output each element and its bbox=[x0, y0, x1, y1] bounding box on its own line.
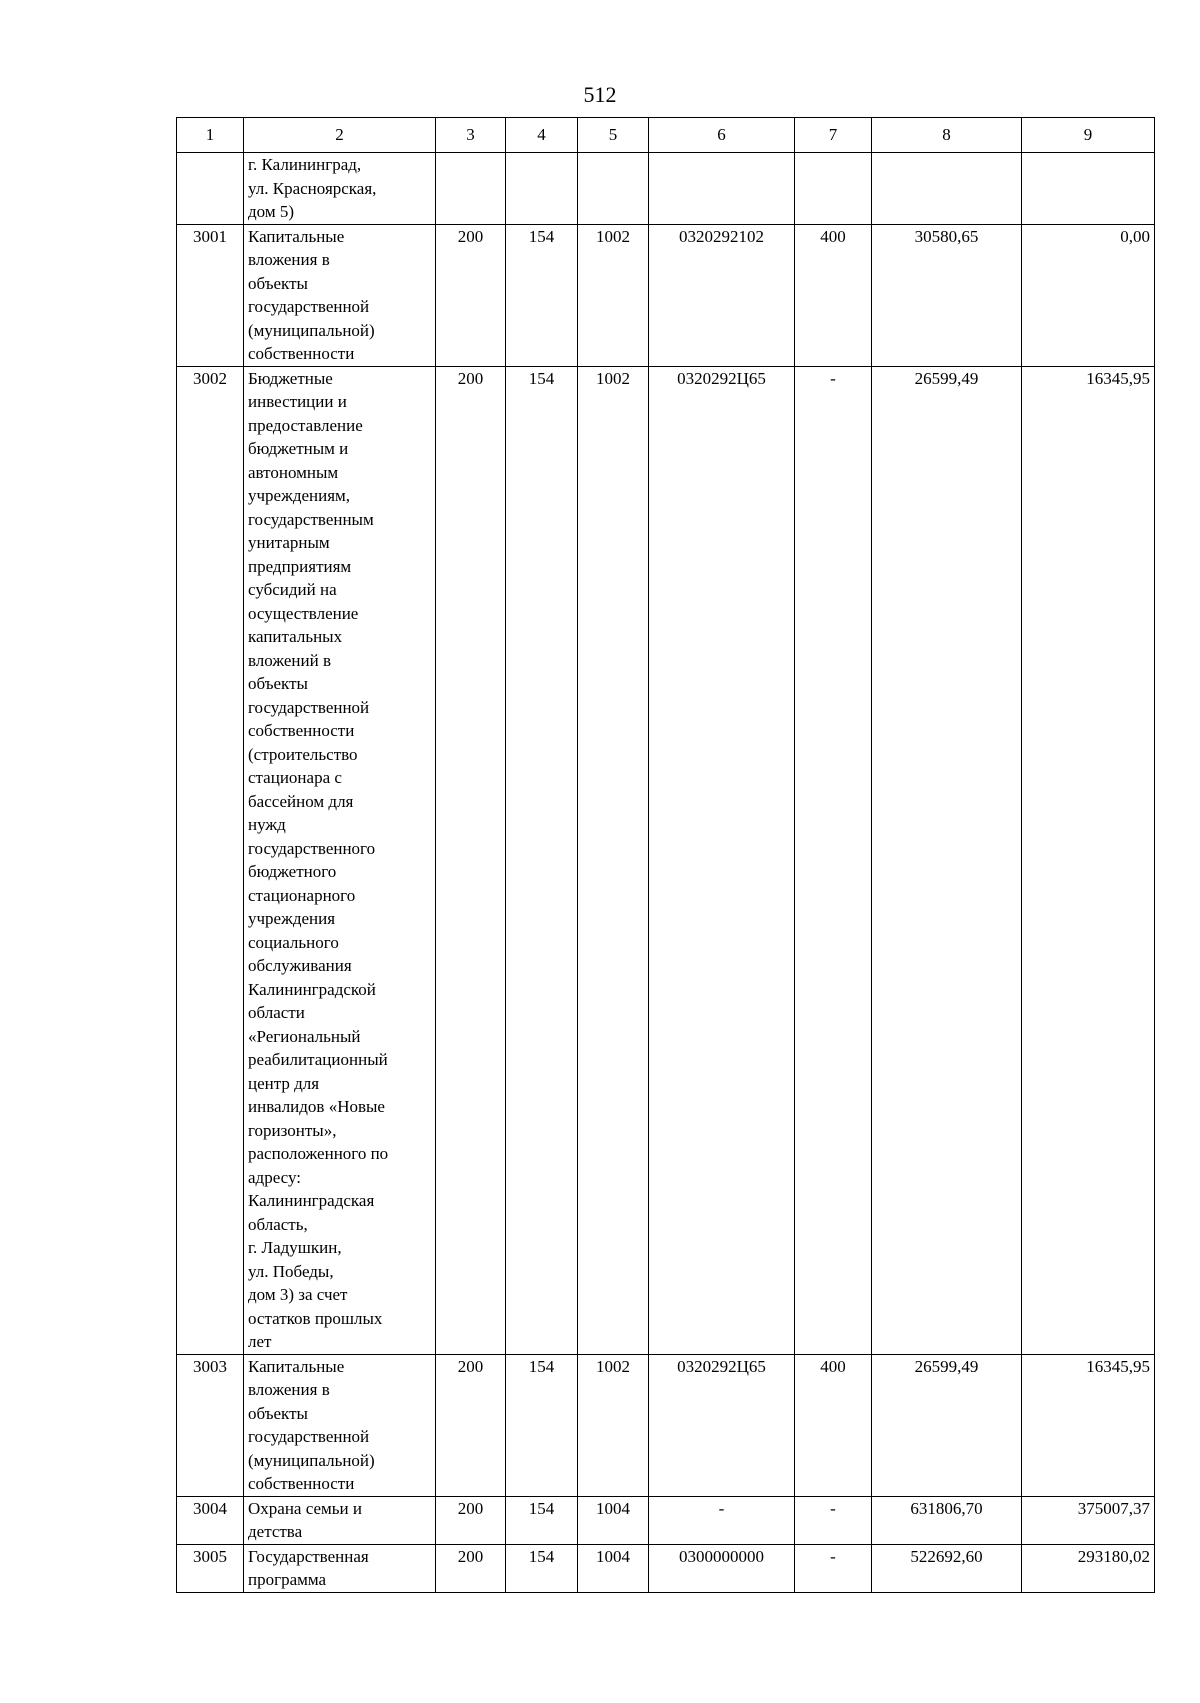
table-row bbox=[177, 1544, 1155, 1592]
col9-cell: 16345,95 bbox=[1022, 1354, 1155, 1496]
col7-cell: - bbox=[795, 1496, 872, 1544]
col5-cell: 1002 bbox=[578, 224, 649, 366]
col7-cell: - bbox=[795, 1544, 872, 1592]
col3-cell: 200 bbox=[436, 366, 506, 1354]
col6-cell bbox=[649, 153, 795, 225]
col5-cell bbox=[578, 153, 649, 225]
header-row bbox=[177, 118, 1155, 153]
col6-cell: 0320292Ц65 bbox=[649, 366, 795, 1354]
col4-cell: 154 bbox=[506, 366, 578, 1354]
row-code bbox=[177, 153, 244, 225]
row-code: 3001 bbox=[177, 224, 244, 366]
col6-cell: 0320292102 bbox=[649, 224, 795, 366]
col4-cell: 154 bbox=[506, 1544, 578, 1592]
col5-cell: 1002 bbox=[578, 1354, 649, 1496]
col4-cell bbox=[506, 153, 578, 225]
row-name-text: Бюджетные инвестиции и предоставление бюджетным и автономным учреждениям, государственным унитарным предприятиям субсидий на осуществление капитальных вложений в объекты государственной собственности (строительство стационара с бассейном для нужд государственного бюджетного стационарного учреждения социального обслуживания Калининградской области «Региональный реабилитационный центр для инвалидов «Новые горизонты», расположенного по адресу: Калининградская область, г. Ладушкин, ул. Победы, дом 3) за счет остатков прошлых лет bbox=[248, 368, 389, 1351]
row-name bbox=[244, 1354, 436, 1496]
row-code: 3002 bbox=[177, 366, 244, 1354]
col6-cell: 0320292Ц65 bbox=[649, 1354, 795, 1496]
col8-cell: 522692,60 bbox=[872, 1544, 1022, 1592]
row-name-text: Капитальные вложения в объекты государственной (муниципальной) собственности bbox=[248, 226, 375, 363]
row-name-text: Охрана семьи и детства bbox=[248, 1498, 362, 1541]
col5-cell: 1002 bbox=[578, 366, 649, 1354]
header-cell-7: 7 bbox=[795, 118, 872, 153]
header-cell-6: 6 bbox=[649, 118, 795, 153]
table-row bbox=[177, 366, 1155, 1354]
table-row bbox=[177, 1354, 1155, 1496]
row-code: 3005 bbox=[177, 1544, 244, 1592]
header-cell-8: 8 bbox=[872, 118, 1022, 153]
col5-cell: 1004 bbox=[578, 1496, 649, 1544]
table-row bbox=[177, 1496, 1155, 1544]
col9-cell: 0,00 bbox=[1022, 224, 1155, 366]
col9-cell: 375007,37 bbox=[1022, 1496, 1155, 1544]
col8-cell: 30580,65 bbox=[872, 224, 1022, 366]
col5-cell: 1004 bbox=[578, 1544, 649, 1592]
row-name bbox=[244, 366, 436, 1354]
col9-cell bbox=[1022, 153, 1155, 225]
row-name bbox=[244, 1496, 436, 1544]
col7-cell: 400 bbox=[795, 224, 872, 366]
row-name-text: Государственная программа bbox=[248, 1546, 369, 1589]
col3-cell: 200 bbox=[436, 224, 506, 366]
header-cell-5: 5 bbox=[578, 118, 649, 153]
table-row bbox=[177, 224, 1155, 366]
table-row bbox=[177, 153, 1155, 225]
col4-cell: 154 bbox=[506, 1354, 578, 1496]
col3-cell: 200 bbox=[436, 1544, 506, 1592]
col7-cell: - bbox=[795, 366, 872, 1354]
col3-cell bbox=[436, 153, 506, 225]
row-code: 3003 bbox=[177, 1354, 244, 1496]
col8-cell: 631806,70 bbox=[872, 1496, 1022, 1544]
col9-cell: 16345,95 bbox=[1022, 366, 1155, 1354]
col8-cell: 26599,49 bbox=[872, 366, 1022, 1354]
row-code: 3004 bbox=[177, 1496, 244, 1544]
row-name-text: Капитальные вложения в объекты государственной (муниципальной) собственности bbox=[248, 1356, 375, 1493]
col7-cell: 400 bbox=[795, 1354, 872, 1496]
row-name-text: г. Калининград, ул. Красноярская, дом 5) bbox=[248, 155, 377, 221]
col3-cell: 200 bbox=[436, 1496, 506, 1544]
header-cell-1: 1 bbox=[177, 118, 244, 153]
col6-cell: 0300000000 bbox=[649, 1544, 795, 1592]
header-cell-2: 2 bbox=[244, 118, 436, 153]
col6-cell: - bbox=[649, 1496, 795, 1544]
col3-cell: 200 bbox=[436, 1354, 506, 1496]
header-cell-3: 3 bbox=[436, 118, 506, 153]
row-name bbox=[244, 153, 436, 225]
col4-cell: 154 bbox=[506, 1496, 578, 1544]
col8-cell: 26599,49 bbox=[872, 1354, 1022, 1496]
col8-cell bbox=[872, 153, 1022, 225]
col7-cell bbox=[795, 153, 872, 225]
page-number: 512 bbox=[583, 82, 617, 107]
header-cell-4: 4 bbox=[506, 118, 578, 153]
row-name bbox=[244, 224, 436, 366]
col4-cell: 154 bbox=[506, 224, 578, 366]
budget-table bbox=[176, 117, 1155, 1593]
header-cell-9: 9 bbox=[1022, 118, 1155, 153]
row-name bbox=[244, 1544, 436, 1592]
col9-cell: 293180,02 bbox=[1022, 1544, 1155, 1592]
